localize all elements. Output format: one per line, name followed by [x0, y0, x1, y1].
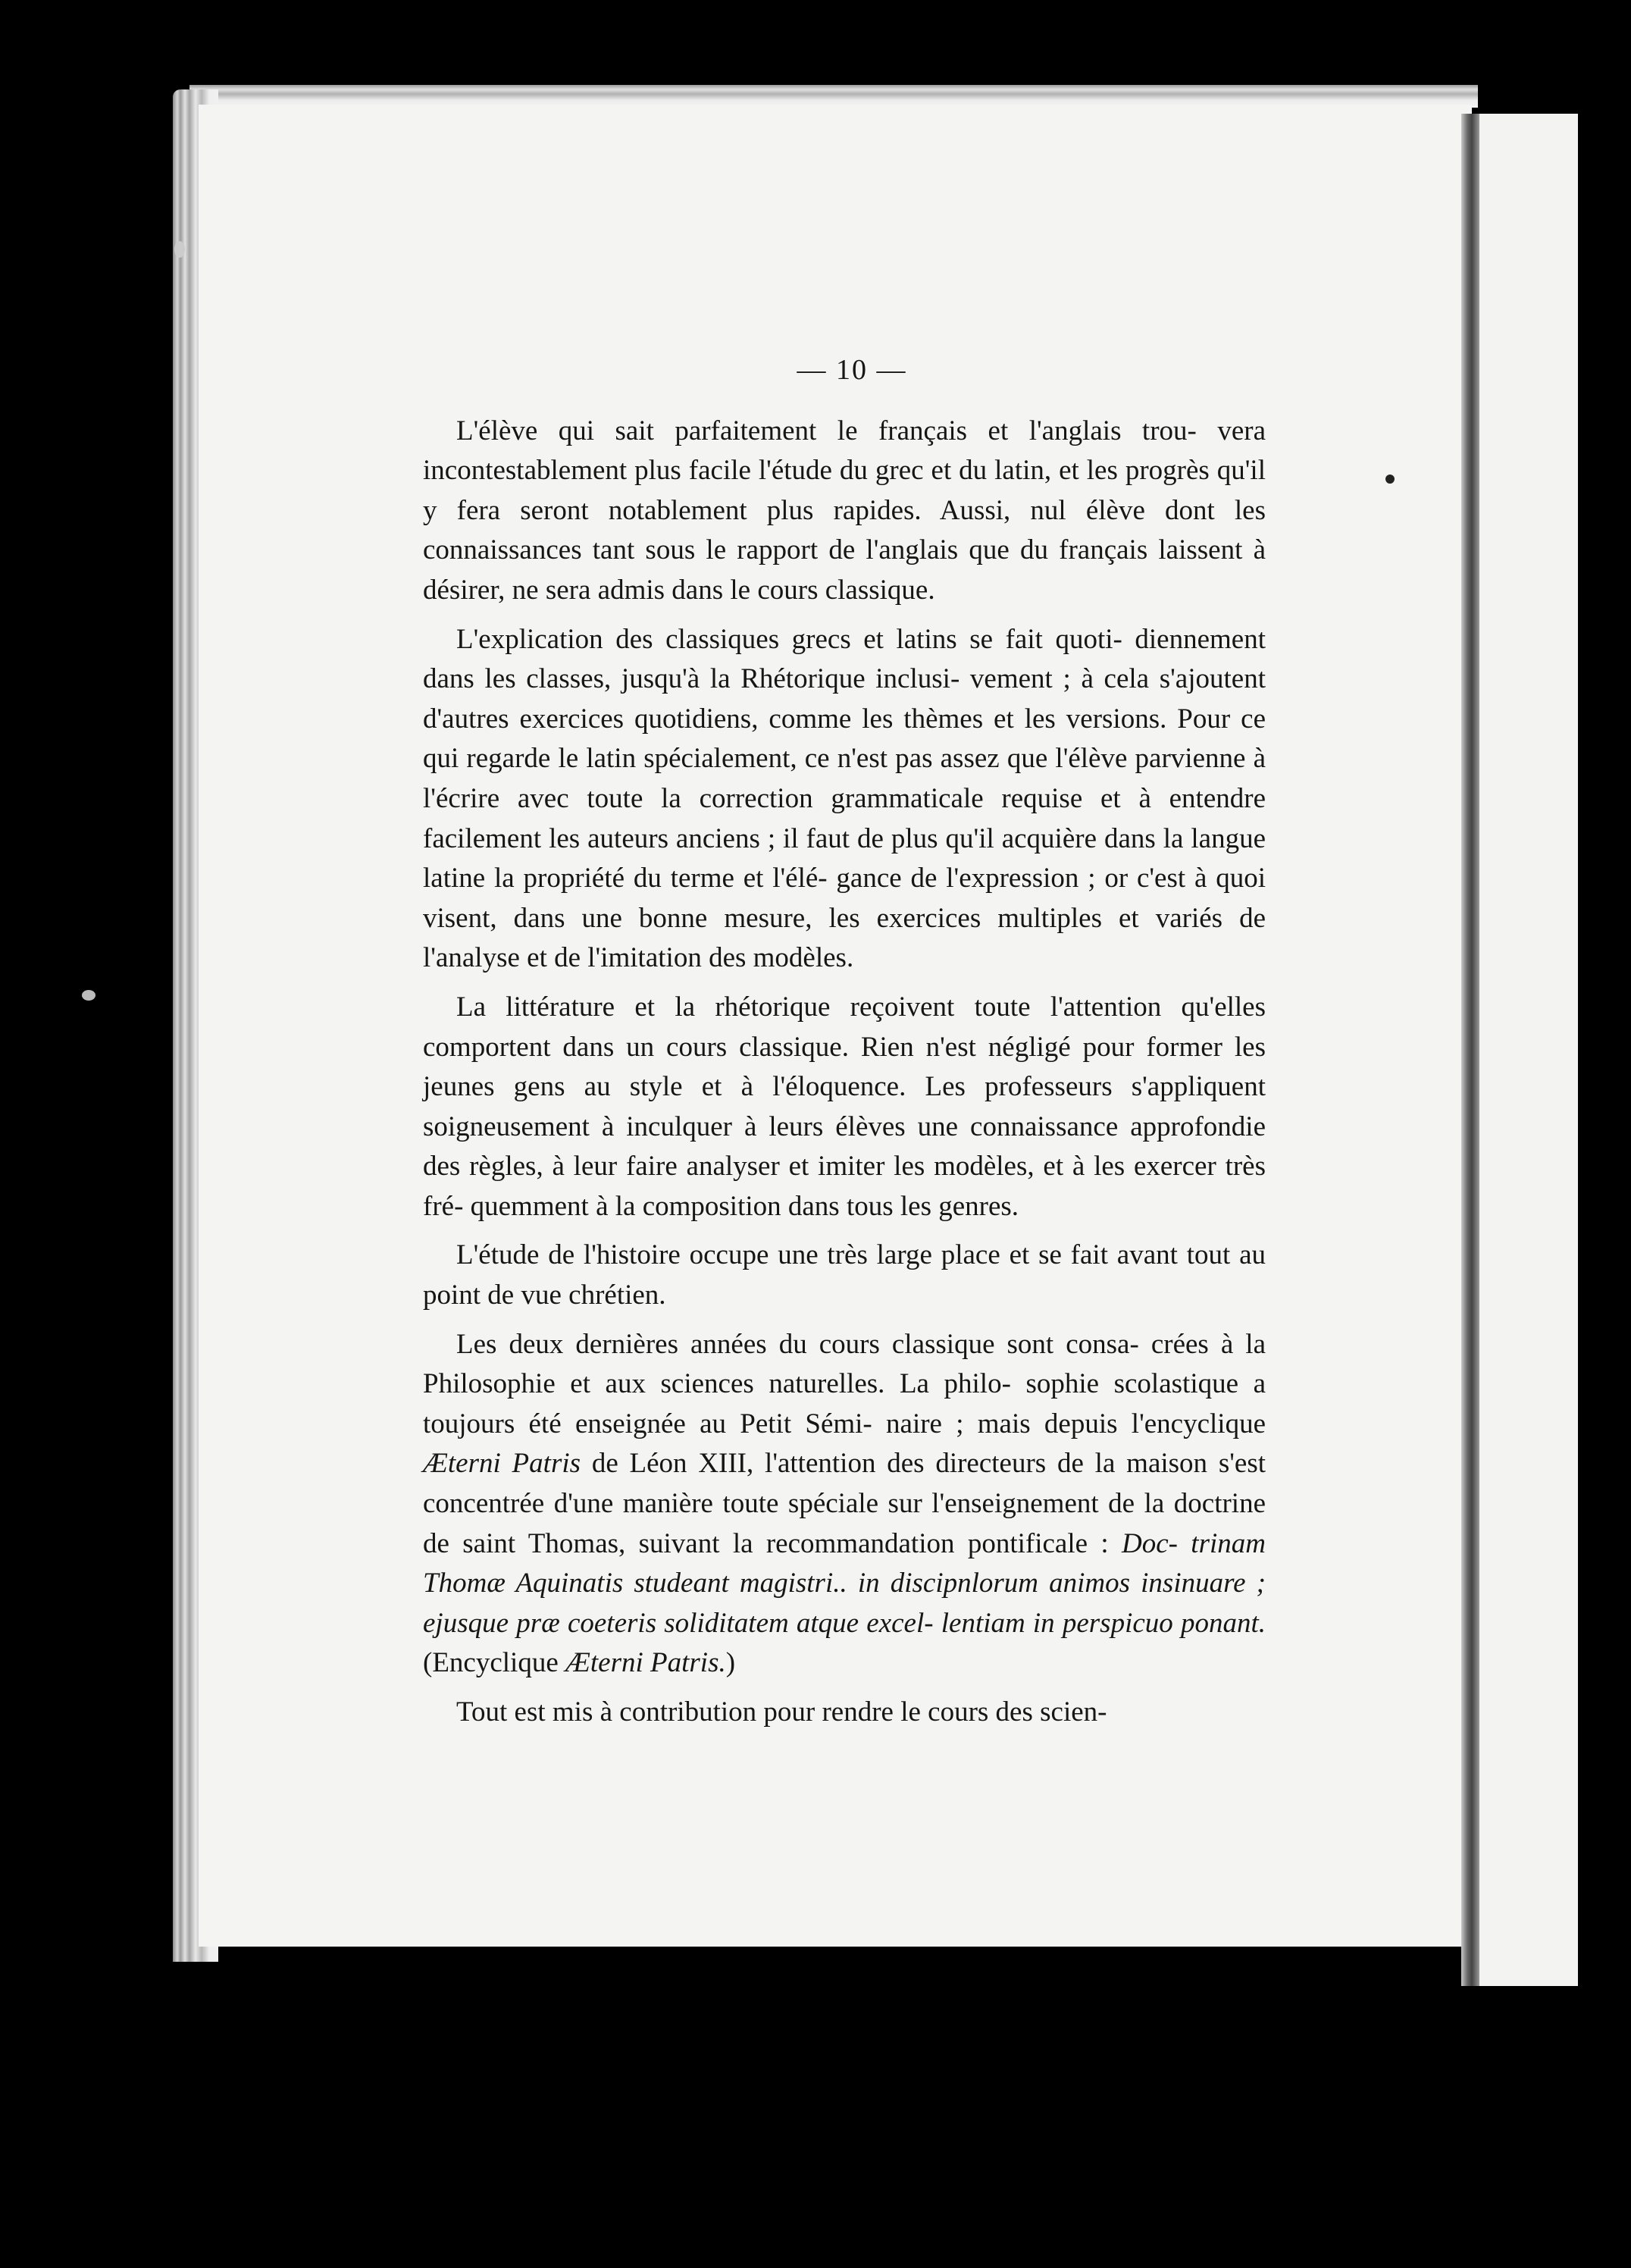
paragraph-text: (Encyclique — [423, 1647, 565, 1679]
paragraph: Tout est mis à contribution pour rendre le cours des scien- — [456, 1696, 1107, 1728]
italic-title: Æterni Patris. — [565, 1647, 726, 1679]
page-text — [423, 350, 1266, 1742]
paragraph-text: de Léon XIII, l'attention des directeurs de la maison s'est concentrée d'une manière toute spéciale sur l'enseignement de la doctrine de saint Thomas, suivant la recommandation pontificale : — [423, 1448, 1266, 1559]
latin-quotation: Doc- trinam Thomæ Aquinatis studeant magistri.. in discipnlorum animos insinuare ; ejusque præ coeteris soliditatem atque excel- lentiam in perspicuo ponant. — [423, 1527, 1266, 1639]
paragraph-text: ) — [725, 1647, 736, 1679]
paragraph — [423, 1325, 1266, 1684]
paragraph-text: Les deux dernières années du cours classique sont consa- crées à la Philosophie et aux sciences naturelles. La philo- sophie scolastique a toujours été enseignée au Petit Sémi- naire ; mais depuis l'encyclique — [423, 1328, 1266, 1439]
page-number: — 10 — — [797, 354, 907, 386]
italic-title: Æterni Patris — [423, 1448, 581, 1480]
dust-speck — [82, 990, 95, 1001]
paragraph: L'explication des classiques grecs et latins se fait quoti- diennement dans les classes, jusqu'à la Rhétorique inclusi- vement ; à cela s'ajoutent d'autres exercices quotidiens, comme les thèmes et les versions. Pour ce qui regarde le latin spécialement, ce n'est pas assez que l'élève parvienne à l'écrire avec toute la correction grammaticale requise et à entendre facilement les auteurs anciens ; il faut de plus qu'il acquière dans la langue latine la propriété du terme et l'élé- gance de l'expression ; or c'est à quoi visent, dans une bonne mesure, les exercices multiples et variés de l'analyse et de l'imitation des modèles. — [423, 623, 1266, 974]
dust-speck — [1385, 475, 1395, 484]
paragraph: La littérature et la rhétorique reçoivent toute l'attention qu'elles comportent dans un cours classique. Rien n'est négligé pour former les jeunes gens au style et à l'éloquence. Les professeurs s'appliquent soigneusement à inculquer à leurs élèves une connaissance approfondie des règles, à leur faire analyser et imiter les modèles, et à les exercer très fré- quemment à la composition dans tous les genres. — [423, 991, 1266, 1222]
dust-speck — [174, 241, 185, 258]
paragraph: L'élève qui sait parfaitement le français et l'anglais trou- vera incontestablement plus facile l'étude du grec et du latin, et les progrès qu'il y fera seront notablement plus rapides. Aussi, nul élève dont les connaissances tant sous le rapport de l'anglais que du français laissent à désirer, ne sera admis dans le cours classique. — [423, 415, 1266, 606]
paragraph: L'étude de l'histoire occupe une très large place et se fait avant tout au point de vue chrétien. — [423, 1239, 1266, 1311]
facing-page — [1479, 114, 1578, 1986]
